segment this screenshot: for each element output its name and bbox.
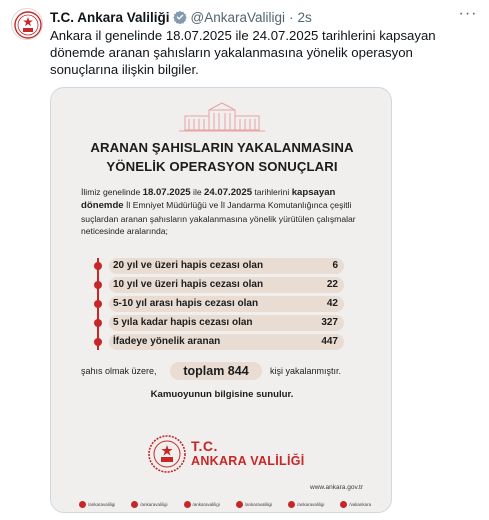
facebook-icon	[79, 501, 86, 508]
bullet-icon	[94, 338, 102, 346]
instagram-icon	[184, 501, 191, 508]
avatar[interactable]	[11, 8, 43, 40]
poster-paragraph: İlimiz genelinde 18.07.2025 ile 24.07.2025 tarihlerini kapsayan dönemde İl Emniyet Müdürlüğü ve İl Jandarma Komutanlığınca çeşitli suçlardan aranan şahısların yakalanmasına yönelik yürütülen çalışmalar neticesinde aralarında;	[81, 187, 356, 236]
nsosyal-icon	[236, 501, 243, 508]
social-youtube: /ankaravaliligi	[288, 499, 324, 509]
result-row	[97, 277, 344, 293]
result-label: İfadeye yönelik aranan	[113, 336, 221, 347]
total-prefix: şahıs olmak üzere,	[81, 366, 157, 376]
website-url: www.ankara.gov.tr	[310, 484, 363, 491]
ankara-valiligi-logo-icon	[12, 9, 43, 40]
result-row	[97, 296, 344, 312]
tweet-image[interactable]	[50, 87, 392, 513]
tweet-text: Ankara il genelinde 18.07.2025 ile 24.07.2025 tarihlerini kapsayan dönemde aranan şahısların yakalanmasına yönelik operasyon sonuçlarına ilişkin bilgiler.	[50, 28, 436, 77]
logo-text-ankara-valiligi: ANKARA VALİLİĞİ	[191, 454, 305, 468]
logo-text-tc: T.C.	[191, 438, 218, 454]
result-label: 10 yıl ve üzeri hapis cezası olan	[113, 279, 264, 290]
social-nsosyal: /ankaravaliligi	[236, 499, 272, 509]
social-x: /ankaravaliligi	[131, 499, 167, 509]
result-value: 22	[326, 279, 338, 290]
separator-dot: ·	[289, 9, 294, 25]
result-value: 6	[332, 260, 338, 271]
result-value: 327	[321, 317, 338, 328]
result-row	[97, 334, 344, 350]
result-label: 20 yıl ve üzeri hapis cezası olan	[113, 260, 264, 271]
result-value: 42	[326, 298, 338, 309]
total-suffix: kişi yakalanmıştır.	[270, 366, 342, 376]
result-row	[97, 315, 344, 331]
social-instagram: /ankaravaliligi	[184, 499, 220, 509]
result-label: 5 yıla kadar hapis cezası olan	[113, 317, 253, 328]
display-name[interactable]: T.C. Ankara Valiliği	[50, 9, 170, 25]
social-facebook: /ankaravaliligi	[79, 499, 115, 509]
tweet-header	[50, 8, 312, 26]
result-row	[97, 258, 344, 274]
x-icon	[131, 501, 138, 508]
result-value: 447	[321, 336, 338, 347]
youtube-icon	[288, 501, 295, 508]
valilik-seal-icon	[147, 434, 187, 474]
public-notice: Kamuoyunun bilgisine sunulur.	[150, 389, 294, 400]
bullet-icon	[94, 319, 102, 327]
social-vali: /valiankara	[340, 499, 371, 509]
total-line	[81, 362, 381, 380]
poster-title-line-1: ARANAN ŞAHISLARIN YAKALANMASINA	[90, 140, 354, 155]
bullet-icon	[94, 300, 102, 308]
handle[interactable]: @AnkaraValiligi	[190, 9, 286, 25]
bullet-icon	[94, 262, 102, 270]
result-label: 5-10 yıl arası hapis cezası olan	[113, 298, 259, 309]
x-icon	[340, 501, 347, 508]
building-icon	[179, 100, 265, 134]
verified-badge-icon	[173, 10, 187, 24]
timestamp[interactable]: 2s	[297, 9, 312, 25]
total-badge: toplam 844	[170, 362, 262, 380]
poster-title-line-2: YÖNELİK OPERASYON SONUÇLARI	[106, 159, 338, 174]
bullet-icon	[94, 281, 102, 289]
social-links	[79, 499, 379, 509]
more-options-icon[interactable]: ···	[458, 5, 478, 22]
